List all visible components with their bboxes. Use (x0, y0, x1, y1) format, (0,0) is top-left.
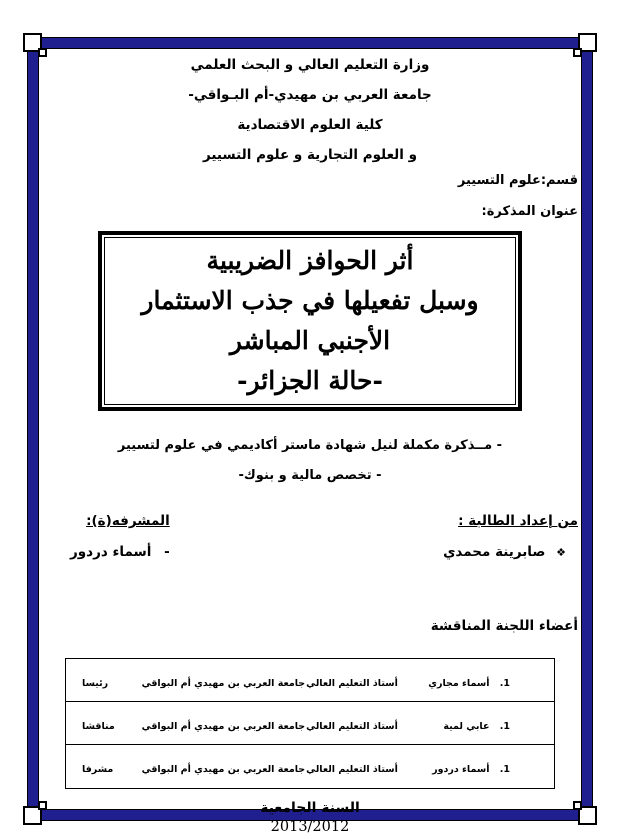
table-row (66, 702, 554, 745)
corner-ornament-bottom-left (23, 806, 42, 825)
corner-ornament-top-right (578, 33, 597, 52)
member-title-cell: أستاذ التعليم العالي (306, 720, 398, 732)
member-name-cell (398, 678, 554, 689)
member-role-cell: رئيسا (82, 677, 109, 689)
dash-bullet-icon: - (164, 544, 170, 560)
memo-description-line-2: - تخصص مالية و بنوك- (238, 468, 382, 483)
member-name-cell (398, 721, 554, 732)
institution-header (42, 50, 578, 170)
university-line: جامعة العربي بن مهيدي-أم البـواقي- (188, 87, 432, 103)
member-title-cell: أستاذ التعليم العالي (306, 677, 398, 689)
diamond-bullet-icon: ❖ (556, 546, 566, 559)
memo-title-label: عنوان المذكرة: (481, 204, 578, 219)
member-role-cell: مناقشا (82, 720, 115, 732)
academic-year-label: السنة الجامعية (260, 800, 360, 816)
academic-year-value: 2013/2012 (270, 819, 350, 835)
student-label: من إعداد الطالبة : (458, 513, 578, 529)
faculty-line-2: و العلوم التجارية و علوم التسيير (203, 147, 417, 163)
row-number: 1. (499, 720, 510, 732)
member-title-cell: أستاذ التعليم العالي (306, 764, 398, 775)
ministry-line: وزارة التعليم العالي و البحث العلمي (190, 57, 430, 73)
member-name-cell (398, 764, 554, 775)
corner-ornament-bottom-right (578, 806, 597, 825)
supervisor-column (42, 511, 170, 560)
memo-description (42, 431, 578, 491)
supervisor-label: المشرفه(ة): (86, 513, 170, 529)
thesis-title-text (104, 237, 516, 405)
member-university-cell: جامعة العربي بن مهيدي أم البواقي (141, 720, 306, 732)
title-line-2: وسبل تفعيلها في جذب الاستثمار الأجنبي المباشر (141, 286, 479, 355)
title-line-1: أثر الحوافز الضريبية (206, 246, 414, 275)
department-line: قسم:علوم التسيير (457, 173, 578, 188)
member-name: أسماء مجاري (428, 677, 490, 689)
committee-section-label: أعضاء اللجنة المناقشة (430, 618, 578, 634)
supervisor-name: أسماء دردور (70, 544, 152, 560)
student-name: صابرينة محمدي (443, 544, 546, 560)
member-name: عابي لمية (443, 720, 490, 732)
thesis-title-box (98, 231, 522, 411)
student-name-line (443, 544, 578, 560)
faculty-line: كلية العلوم الاقتصادية (237, 117, 383, 133)
academic-year-footer (42, 799, 578, 837)
corner-ornament-top-left (23, 33, 42, 52)
row-number: 1. (499, 764, 510, 775)
table-row (66, 659, 554, 702)
student-column (443, 511, 578, 560)
memo-description-line-1: - مــذكرة مكملة لنيل شهادة ماستر أكاديمي في علوم لتسيير (117, 438, 503, 453)
member-university-cell: جامعة العربي بن مهيدي أم البواقي (141, 677, 306, 689)
people-section (42, 511, 578, 560)
supervisor-name-line (70, 544, 170, 560)
member-name: أسماء دردور (432, 764, 490, 775)
page-content (42, 50, 578, 835)
member-role-cell: مشرفا (82, 764, 114, 775)
member-university-cell: جامعة العربي بن مهيدي أم البواقي (141, 764, 306, 775)
table-row (66, 745, 554, 788)
committee-table (65, 658, 555, 789)
title-line-3: -حالة الجزائر- (237, 366, 383, 395)
row-number: 1. (499, 677, 510, 689)
